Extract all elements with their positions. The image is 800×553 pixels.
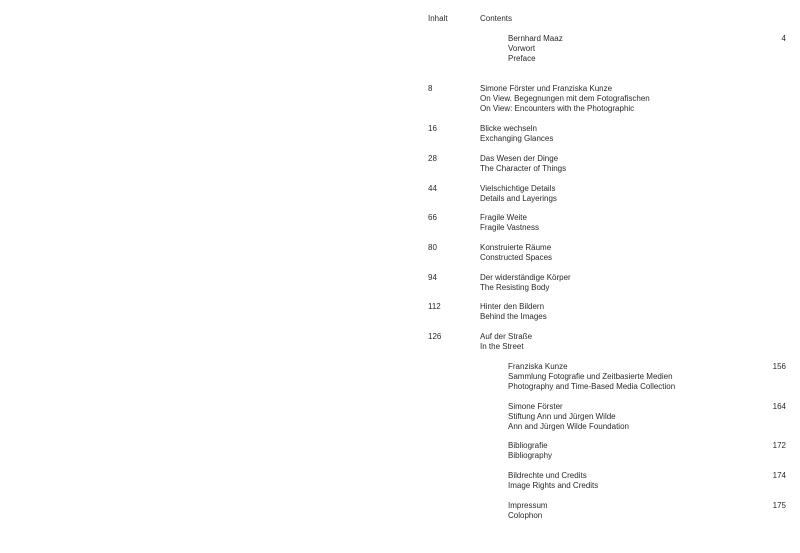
toc-entry-fragile-vastness[interactable] (480, 213, 539, 233)
entry-line: Der widerständige Körper (480, 273, 571, 282)
entry-line: The Resisting Body (480, 283, 550, 292)
entry-line: Bibliography (508, 451, 553, 460)
toc-entry-wilde-foundation[interactable] (508, 402, 629, 432)
page-number: 126 (428, 332, 442, 341)
entry-line: Fragile Weite (480, 213, 527, 222)
entry-line: Bildrechte und Credits (508, 471, 587, 480)
page-number: 28 (428, 154, 437, 163)
toc-entry-behind-the-images[interactable] (480, 302, 547, 322)
toc-entry-in-the-street[interactable] (480, 332, 532, 352)
toc-entry-on-view[interactable] (480, 84, 650, 114)
page-number: 4 (781, 34, 786, 43)
toc-entry-constructed-spaces[interactable] (480, 243, 552, 263)
entry-line: Constructed Spaces (480, 253, 553, 262)
toc-heading-en (480, 14, 512, 24)
toc-entry-character-of-things[interactable] (480, 154, 566, 174)
page-number: 112 (428, 302, 441, 311)
page-number: 8 (428, 84, 433, 93)
page-number: 172 (772, 441, 786, 450)
entry-line: Details and Layerings (480, 194, 557, 203)
entry-line: Exchanging Glances (480, 134, 554, 143)
page-number: 94 (428, 273, 437, 282)
page-number: 164 (772, 402, 786, 411)
entry-line: In the Street (480, 342, 524, 351)
toc-heading-de (428, 14, 448, 24)
toc-entry-preface[interactable] (508, 34, 563, 64)
entry-line: On View: Encounters with the Photographic (480, 104, 635, 113)
heading-contents: Contents (480, 14, 513, 23)
page-number: 44 (428, 184, 437, 193)
entry-line: On View. Begegnungen mit dem Fotografischen (480, 94, 650, 103)
entry-line: Image Rights and Credits (508, 481, 599, 490)
toc-entry-bibliography[interactable] (508, 441, 552, 461)
toc-entry-photography-collection[interactable] (508, 362, 675, 392)
page-number: 80 (428, 243, 437, 252)
entry-line: Hinter den Bildern (480, 302, 545, 311)
entry-line: Preface (508, 54, 536, 63)
page-number: 174 (772, 471, 786, 480)
entry-line: Sammlung Fotografie und Zeitbasierte Medien (508, 372, 673, 381)
entry-line: Das Wesen der Dinge (480, 154, 559, 163)
entry-line: Bernhard Maaz (508, 34, 563, 43)
entry-line: Simone Förster (508, 402, 563, 411)
entry-line: Auf der Straße (480, 332, 533, 341)
entry-line: The Character of Things (480, 164, 567, 173)
page-number: 175 (772, 501, 786, 510)
entry-line: Fragile Vastness (480, 223, 539, 232)
toc-entry-resisting-body[interactable] (480, 273, 571, 293)
entry-line: Blicke wechseln (480, 124, 537, 133)
page-number: 66 (428, 213, 437, 222)
entry-line: Stiftung Ann und Jürgen Wilde (508, 412, 616, 421)
toc-entry-exchanging-glances[interactable] (480, 124, 553, 144)
toc-entry-image-rights[interactable] (508, 471, 598, 491)
entry-line: Simone Förster und Franziska Kunze (480, 84, 613, 93)
entry-line: Ann and Jürgen Wilde Foundation (508, 422, 629, 431)
entry-line: Vielschichtige Details (480, 184, 556, 193)
toc-entry-details[interactable] (480, 184, 557, 204)
entry-line: Photography and Time-Based Media Collection (508, 382, 676, 391)
entry-line: Bibliografie (508, 441, 548, 450)
page-number: 156 (772, 362, 786, 371)
page-number: 16 (428, 124, 437, 133)
entry-line: Vorwort (508, 44, 536, 53)
entry-line: Behind the Images (480, 312, 547, 321)
toc-entry-colophon[interactable] (508, 501, 548, 521)
entry-line: Franziska Kunze (508, 362, 568, 371)
entry-line: Konstruierte Räume (480, 243, 552, 252)
heading-inhalt: Inhalt (428, 14, 448, 23)
entry-line: Impressum (508, 501, 548, 510)
entry-line: Colophon (508, 511, 543, 520)
